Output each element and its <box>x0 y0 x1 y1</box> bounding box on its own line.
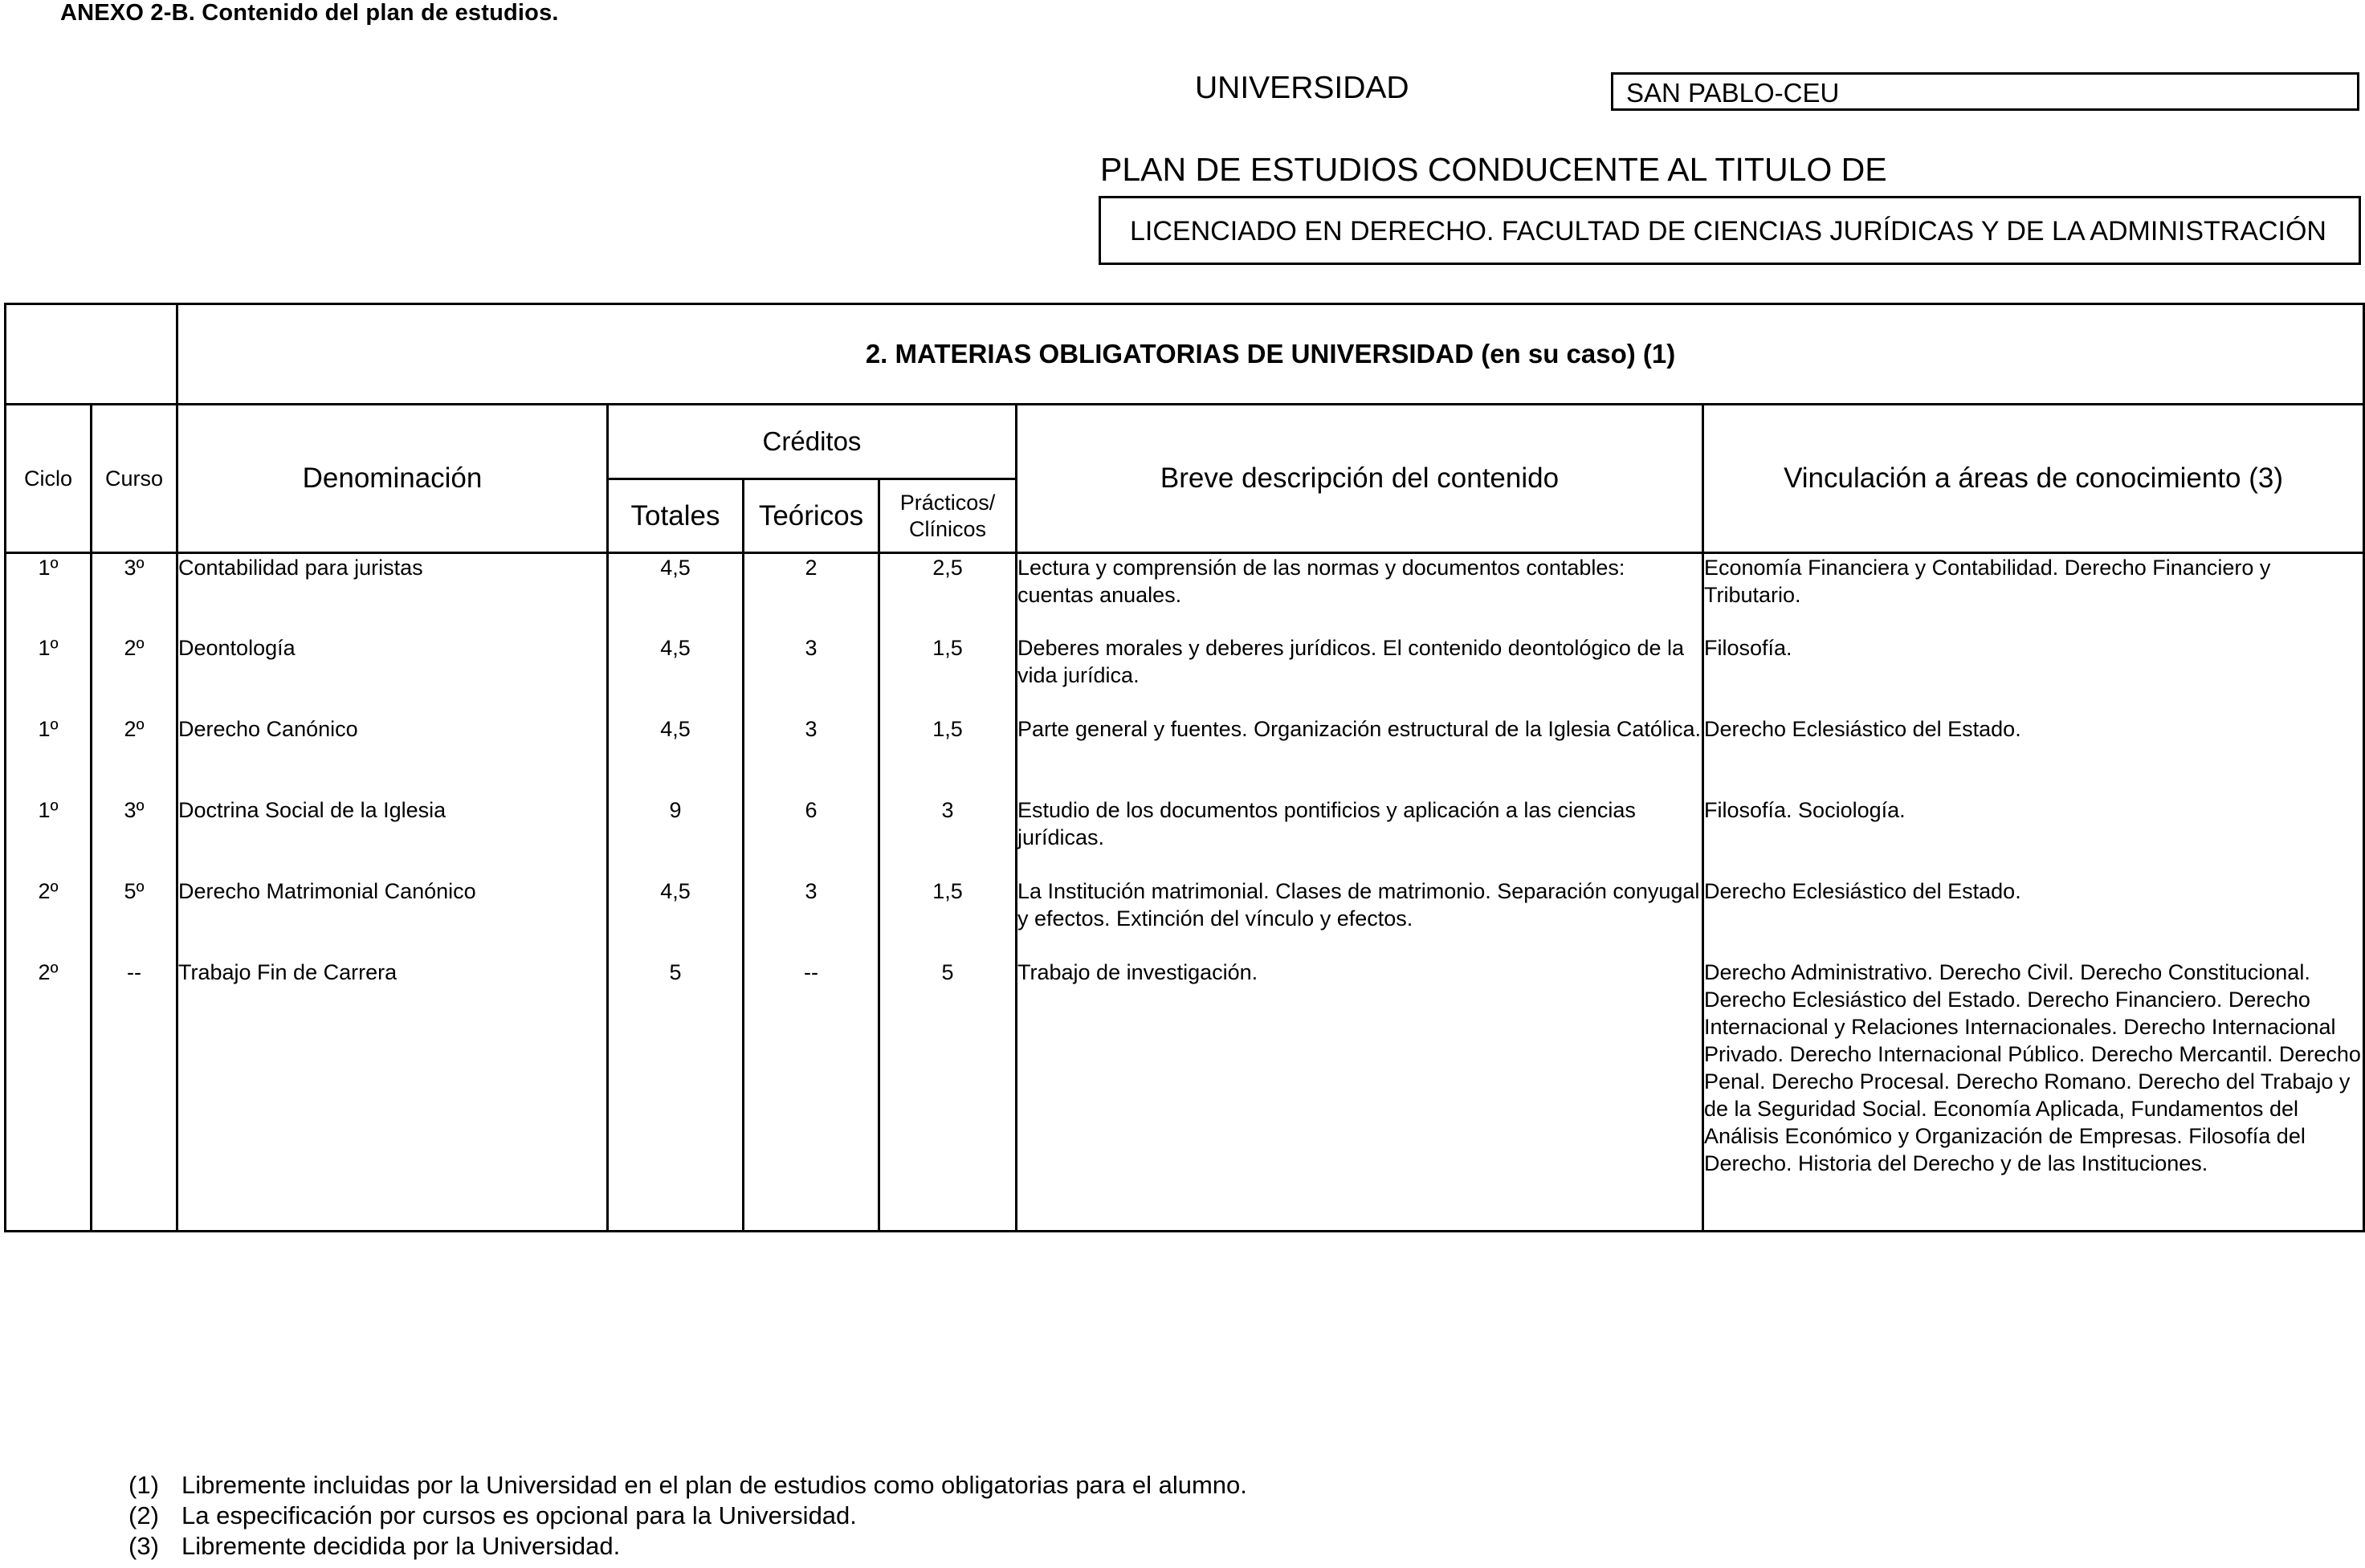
table-row <box>6 634 2364 715</box>
col-header-denominacion: Denominación <box>177 405 608 553</box>
cell-descripcion: Parte general y fuentes. Organización estructural de la Iglesia Católica. <box>1017 715 1703 796</box>
footnote-text: Libremente incluidas por la Universidad en el plan de estudios como obligatorias para el alumno. <box>181 1471 1247 1499</box>
footnote <box>128 1501 1247 1531</box>
cell-teoricos: 2 <box>744 553 879 634</box>
cell-practicos: 1,5 <box>879 878 1017 959</box>
cell-denominacion: Trabajo Fin de Carrera <box>177 959 608 1232</box>
cell-descripcion: Lectura y comprensión de las normas y documentos contables: cuentas anuales. <box>1017 553 1703 634</box>
cell-teoricos: 3 <box>744 715 879 796</box>
footnote-number: (3) <box>128 1532 159 1560</box>
footnote <box>128 1531 1247 1562</box>
cell-denominacion: Doctrina Social de la Iglesia <box>177 796 608 878</box>
cell-ciclo: 1º <box>6 796 92 878</box>
cell-teoricos: -- <box>744 959 879 1232</box>
cell-descripcion: Trabajo de investigación. <box>1017 959 1703 1232</box>
university-field: SAN PABLO-CEU <box>1611 72 2359 111</box>
cell-teoricos: 6 <box>744 796 879 878</box>
cell-curso: 3º <box>92 553 177 634</box>
cell-denominacion: Contabilidad para juristas <box>177 553 608 634</box>
cell-denominacion: Derecho Canónico <box>177 715 608 796</box>
cell-ciclo: 2º <box>6 959 92 1232</box>
cell-ciclo: 1º <box>6 634 92 715</box>
footnote-text: La especificación por cursos es opcional para la Universidad. <box>181 1501 857 1529</box>
cell-totales: 4,5 <box>608 715 744 796</box>
col-header-ciclo: Ciclo <box>6 405 92 553</box>
cell-ciclo: 1º <box>6 553 92 634</box>
cell-totales: 4,5 <box>608 878 744 959</box>
footnote <box>128 1470 1247 1501</box>
cell-vinculacion: Derecho Eclesiástico del Estado. <box>1703 878 2364 959</box>
cell-curso: 2º <box>92 634 177 715</box>
footnote-text: Libremente decidida por la Universidad. <box>181 1532 621 1560</box>
cell-vinculacion: Derecho Administrativo. Derecho Civil. Derecho Constitucional. Derecho Eclesiástico del Estado. Derecho Financiero. Derecho Internacional y Relaciones Internacionales. Derecho Internacional Privado. Derecho Internacional Público. Derecho Mercantil. Derecho Penal. Derecho Procesal. Derecho Romano. Derecho del Trabajo y de la Seguridad Social. Economía Aplicada, Fundamentos del Análisis Económico y Organización de Empresas. Filosofía del Derecho. Historia del Derecho y de las Instituciones. <box>1703 959 2364 1232</box>
empty-corner-cell <box>6 304 177 405</box>
table-row <box>6 796 2364 878</box>
cell-practicos: 5 <box>879 959 1017 1232</box>
footnote-number: (1) <box>128 1471 159 1499</box>
cell-practicos: 1,5 <box>879 715 1017 796</box>
col-header-vinculacion: Vinculación a áreas de conocimiento (3) <box>1703 405 2364 553</box>
cell-practicos: 2,5 <box>879 553 1017 634</box>
cell-ciclo: 1º <box>6 715 92 796</box>
cell-ciclo: 2º <box>6 878 92 959</box>
cell-descripcion: Estudio de los documentos pontificios y aplicación a las ciencias jurídicas. <box>1017 796 1703 878</box>
table-row <box>6 553 2364 634</box>
cell-denominacion: Deontología <box>177 634 608 715</box>
footnotes <box>128 1470 1247 1562</box>
annex-title: ANEXO 2-B. Contenido del plan de estudios. <box>60 0 559 26</box>
subjects-table <box>4 303 2365 1232</box>
cell-practicos: 1,5 <box>879 634 1017 715</box>
col-header-practicos <box>879 479 1017 553</box>
university-label: UNIVERSIDAD <box>1195 71 1409 105</box>
col-header-totales: Totales <box>608 479 744 553</box>
col-header-practicos-line1: Prácticos/ <box>899 490 996 515</box>
cell-vinculacion: Filosofía. <box>1703 634 2364 715</box>
cell-teoricos: 3 <box>744 634 879 715</box>
table-row <box>6 878 2364 959</box>
cell-vinculacion: Economía Financiera y Contabilidad. Derecho Financiero y Tributario. <box>1703 553 2364 634</box>
cell-vinculacion: Filosofía. Sociología. <box>1703 796 2364 878</box>
cell-totales: 4,5 <box>608 634 744 715</box>
cell-curso: -- <box>92 959 177 1232</box>
cell-descripcion: Deberes morales y deberes jurídicos. El contenido deontológico de la vida jurídica. <box>1017 634 1703 715</box>
cell-practicos: 3 <box>879 796 1017 878</box>
cell-totales: 4,5 <box>608 553 744 634</box>
cell-denominacion: Derecho Matrimonial Canónico <box>177 878 608 959</box>
cell-descripcion: La Institución matrimonial. Clases de matrimonio. Separación conyugal y efectos. Extinción del vínculo y efectos. <box>1017 878 1703 959</box>
col-header-creditos: Créditos <box>608 405 1017 479</box>
cell-totales: 5 <box>608 959 744 1232</box>
footnote-number: (2) <box>128 1501 159 1529</box>
cell-curso: 5º <box>92 878 177 959</box>
col-header-curso: Curso <box>92 405 177 553</box>
degree-field: LICENCIADO EN DERECHO. FACULTAD DE CIENCIAS JURÍDICAS Y DE LA ADMINISTRACIÓN <box>1099 196 2361 265</box>
cell-totales: 9 <box>608 796 744 878</box>
cell-teoricos: 3 <box>744 878 879 959</box>
cell-curso: 3º <box>92 796 177 878</box>
cell-curso: 2º <box>92 715 177 796</box>
cell-vinculacion: Derecho Eclesiástico del Estado. <box>1703 715 2364 796</box>
section-title: 2. MATERIAS OBLIGATORIAS DE UNIVERSIDAD (en su caso) (1) <box>177 304 2364 405</box>
table-row <box>6 715 2364 796</box>
plan-title: PLAN DE ESTUDIOS CONDUCENTE AL TITULO DE <box>1100 151 1887 188</box>
col-header-descripcion: Breve descripción del contenido <box>1017 405 1703 553</box>
col-header-teoricos: Teóricos <box>744 479 879 553</box>
col-header-practicos-line2: Clínicos <box>908 516 987 541</box>
table-row <box>6 959 2364 1232</box>
